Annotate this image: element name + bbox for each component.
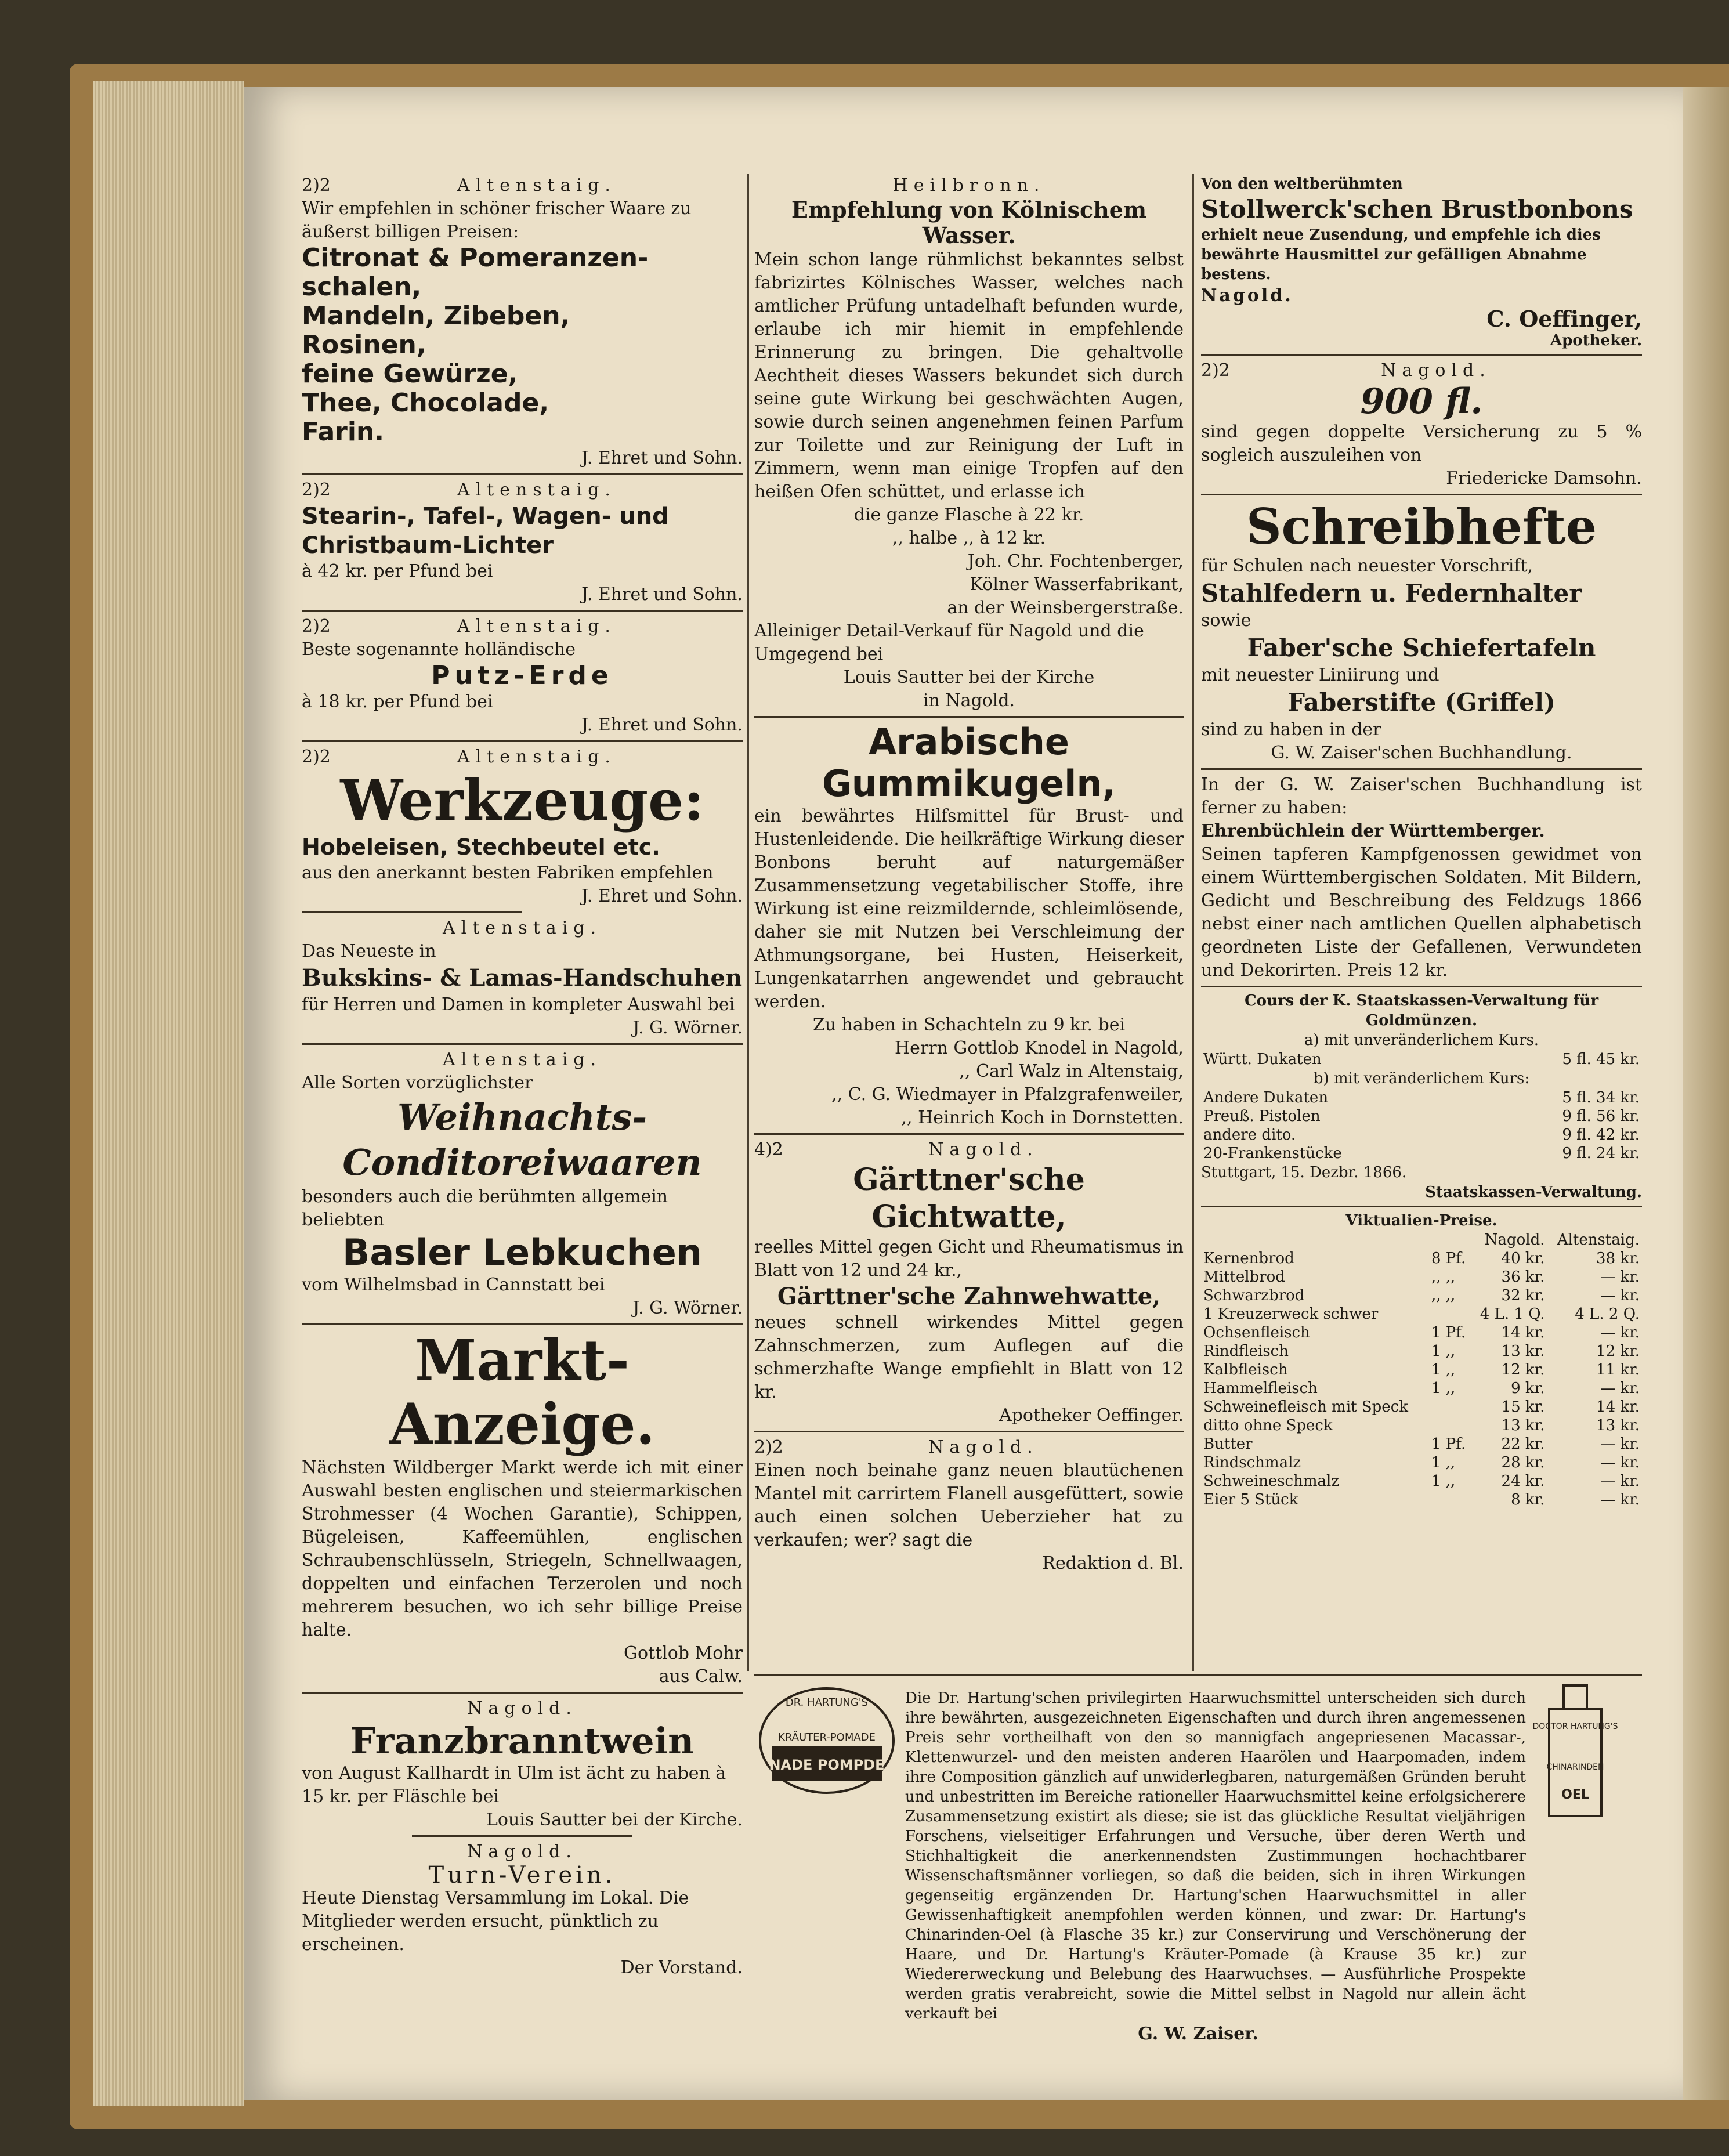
ad-ehret-2: 2)2 Altenstaig. Stearin-, Tafel-, Wagen- und Christbaum-Lichter à 42 kr. per Pfund bei J. Ehret und Sohn.	[302, 480, 743, 605]
cours-table-b: Andere Dukaten 5 fl. 34 kr. Preuß. Pistolen 9 fl. 56 kr. andere dito. 9 fl. 42 kr. 20-Frankenstücke 9 fl. 24 kr.	[1203, 1089, 1640, 1162]
table-row: Rindschmalz 1 ,, 28 kr. — kr.	[1203, 1454, 1640, 1471]
seller: Herrn Gottlob Knodel in Nagold,	[894, 1038, 1184, 1058]
ad-franzbranntwein: Nagold. Franzbranntwein von August Kallhardt in Ulm ist ächt zu haben à 15 kr. per Fläschle bei Louis Sautter bei der Kirche.	[302, 1698, 743, 1830]
right-page-edge	[1683, 87, 1729, 2100]
table-row: Kalbfleisch 1 ,, 12 kr. 11 kr.	[1203, 1361, 1640, 1379]
table-row: Schweinefleisch mit Speck 15 kr. 14 kr.	[1203, 1398, 1640, 1416]
table-row: Kernenbrod 8 Pf. 40 kr. 38 kr.	[1203, 1250, 1640, 1267]
table-row: Hammelfleisch 1 ,, 9 kr. — kr.	[1203, 1380, 1640, 1397]
ad-gichtwatte: 4)2 Nagold. Gärttner'sche Gichtwatte, reelles Mittel gegen Gicht und Rheumatismus in Blatt von 12 und 24 kr., Gärttner'sche Zahnwehwatte, neues schnell wirkendes Mittel gegen Zahnschmerzen, zum Auflegen auf die schmerzhafte Wange empfiehlt in Blatt von 12 kr. Apotheker Oeffinger.	[754, 1140, 1184, 1426]
ad-gummikugeln: Arabische Gummikugeln, ein bewährtes Hilfsmittel für Brust- und Hustenleidende. Die heilkräftige Wirkung dieser Bonbons beruht auf naturgemäßer Zusammensetzung vegetabilischer Stoffe, ihre Wirkung ist eine reizmildernde, schleimlösende, daher sie mit Nutzen bei Verschleimung der Athmungsorgane, bei Husten, Heiserkeit, Lungenkatarrhen angewendet und gebraucht werden. Zu haben in Schachteln zu 9 kr. bei Herrn Gottlob Knodel in Nagold, ,, Carl Walz in Altenstaig, ,, C. G. Wiedmayer in Pfalzgrafenweiler, ,, Heinrich Koch in Dornstetten.	[754, 721, 1184, 1130]
table-row: Ochsenfleisch 1 Pf. 14 kr. — kr.	[1203, 1324, 1640, 1341]
cours-goldmuenzen: Cours der K. Staatskassen-Verwaltung für Goldmünzen. a) mit unveränderlichem Kurs. Württ. Dukaten 5 fl. 45 kr. b) mit veränderlichem Kurs: Andere Dukaten 5 fl. 34 kr. Preuß. Pistolen 9 fl. 56 kr. andere dito. 9 fl. 42 kr. 20-Frankenstücke 9 fl. 24 kr. Stuttgart, 15. Dezbr. 1866. Staatskassen-Verwaltung.	[1201, 992, 1642, 1201]
seal-top-text: DR. HARTUNG'S	[785, 1696, 869, 1709]
table-row: Rindfleisch 1 ,, 13 kr. 12 kr.	[1203, 1343, 1640, 1360]
ad-ehret-1: 2)2 Altenstaig. Wir empfehlen in schöner frischer Waare zu äußerst billigen Preisen: Citronat & Pomeranzen-schalen, Mandeln, Zibeben, Rosinen, feine Gewürze, Thee, Chocolade, Farin. J. Ehret und Sohn.	[302, 175, 743, 468]
table-row: ditto ohne Speck 13 kr. 13 kr.	[1203, 1417, 1640, 1434]
ad-stollwerck: Von den weltberühmten Stollwerck'schen Brustbonbons erhielt neue Zusendung, und empfehle ich dies bewährte Hausmittel zur gefälligen Abnahme bestens. Nagold. C. Oeffinger, Apotheker.	[1201, 175, 1642, 349]
table-row: Eier 5 Stück 8 kr. — kr.	[1203, 1491, 1640, 1509]
ad-900fl: 2)2 Nagold. 900 fl. sind gegen doppelte Versicherung zu 5 % sogleich auszuleihen von Friedericke Damsohn.	[1201, 360, 1642, 489]
ad-mantel: 2)2 Nagold. Einen noch beinahe ganz neuen blautüchenen Mantel mit carrirtem Flanell ausgefüttert, sowie auch einen solchen Ueberzieher hat zu verkaufen; wer? sagt die Redaktion d. Bl.	[754, 1437, 1184, 1573]
ad-schreibhefte: Schreibhefte für Schulen nach neuester Vorschrift, Stahlfedern u. Federnhalter sowie Faber'sche Schiefertafeln mit neuester Liniirung und Faberstifte (Griffel) sind zu haben in der G. W. Zaiser'schen Buchhandlung.	[1201, 498, 1597, 763]
seal-bottom-text: NADE POMPDE	[769, 1757, 885, 1773]
table-row: Mittelbrod ,, ,, 36 kr. — kr.	[1203, 1268, 1640, 1286]
viktualien-preise: Viktualien-Preise. Nagold. Altenstaig. Kernenbrod 8 Pf. 40 kr. 38 kr. Mittelbrod ,, ,, 36 kr. — kr. Schwarzbrod ,, ,, 32 kr. — kr. 1 Kreuzerweck schwer 4 L. 1 Q. 4 L. 2 Q. Ochsenfleisch 1 Pf. 14 kr. — kr. Rindfleisch 1 ,, 13 kr. 12 kr. Kalbfleisch 1 ,, 12 kr. 11 kr. Hammelfleisch 1 ,, 9 kr. — kr. Schweinefleisch mit Speck 15 kr. 14 kr. ditto ohne Speck 13 kr. 13 kr. Butter 1 Pf. 22 kr. — kr. Rindschmalz 1 ,, 28 kr. — kr. Schweineschmalz 1 ,, 24 kr. — kr. Eier 5 Stück 8 kr. — kr.	[1201, 1211, 1642, 1509]
ad-weihnachts: Altenstaig. Alle Sorten vorzüglichster Weihnachts- Conditoreiwaaren besonders auch die berühmten allgemein beliebten Basler Lebkuchen vom Wilhelmsbad in Cannstatt bei J. G. Wörner.	[302, 1050, 743, 1318]
column-2	[754, 174, 1184, 1575]
ad-turnverein: Nagold. Turn-Verein. Heute Dienstag Versammlung im Lokal. Die Mitglieder werden ersucht, pünktlich zu erscheinen. Der Vorstand.	[302, 1842, 743, 1978]
seller: ,, C. G. Wiedmayer in Pfalzgrafenweiler,	[831, 1084, 1184, 1105]
item: Farin.	[302, 417, 384, 447]
column-1	[302, 174, 743, 1980]
ad-werkzeuge: 2)2 Altenstaig. Werkzeuge: Hobeleisen, Stechbeutel etc. aus den anerkannt besten Fabriken empfehlen J. Ehret und Sohn.	[302, 747, 743, 906]
item: Mandeln, Zibeben,	[302, 301, 570, 331]
seller: ,, Carl Walz in Altenstaig,	[959, 1061, 1184, 1081]
ad-ehret-3: 2)2 Altenstaig. Beste sogenannte holländische Putz-Erde à 18 kr. per Pfund bei J. Ehret und Sohn.	[302, 616, 743, 735]
bottle-bottom-text: OEL	[1561, 1788, 1589, 1802]
item: feine Gewürze,	[302, 359, 518, 389]
ad-koelnisch: Heilbronn. Empfehlung von Kölnischem Wasser. Mein schon lange rühmlichst bekanntes selbst fabrizirtes Kölnisches Wasser, welches nach amtlicher Prüfung untadelhaft befunden wurde, erlaube ich mir hiemit in empfehlende Erinnerung zu bringen. Die gehaltvolle Aechtheit dieses Wassers bekundet sich durch seine gute Wirkung bei geschwächten Augen, sowie durch seinen angenehmen feinen Parfum zur Toilette und zur Reinigung der Luft in Zimmern, wenn man einige Tropfen auf den heißen Ofen schüttet, und erlasse ich die ganze Flasche à 22 kr. ,, halbe ,, à 12 kr. Joh. Chr. Fochtenberger, Kölner Wasserfabrikant, an der Weinsbergerstraße. Alleiniger Detail-Verkauf für Nagold und die Umgegend bei Louis Sautter bei der Kirche in Nagold.	[754, 175, 1184, 711]
ad-ehrenbuechlein: In der G. W. Zaiser'schen Buchhandlung ist ferner zu haben: Ehrenbüchlein der Württemberger. Seinen tapferen Kampfgenossen gewidmet von einem Württembergischen Soldaten. Mit Bildern, Gedicht und Beschreibung des Feldzugs 1866 nebst einer nach amtlichen Quellen alphabetisch geordneten Liste der Gefallenen, Verwundeten und Dekorirten. Preis 12 kr.	[1201, 775, 1642, 981]
ad-handschuhe: Altenstaig. Das Neueste in Bukskins- & Lamas-Handschuhen für Herren und Damen in kompleter Auswahl bei J. G. Wörner.	[302, 918, 743, 1038]
seller: ,, Heinrich Koch in Dornstetten.	[901, 1108, 1184, 1128]
item: Rosinen,	[302, 330, 426, 360]
table-row: Butter 1 Pf. 22 kr. — kr.	[1203, 1435, 1640, 1453]
table-row: Schwarzbrod ,, ,, 32 kr. — kr.	[1203, 1287, 1640, 1304]
seal-mid-text: KRÄUTER-POMADE	[778, 1731, 876, 1743]
ad-hartung: Die Dr. Hartung'schen privilegirten Haarwuchsmittel unterscheiden sich durch ihre bewährten, ausgezeichneten Eigenschaften und durch ihren angemessenen Preis sehr vortheilhaft von den so mannigfach angepriesenen Macassar-, Klettenwurzel- und den meisten anderen Haarölen und Haarpomaden, indem ihre Composition gänzlich auf unwiderlegbaren, naturgemäßen Gründen beruht und unbestritten im Bereiche rationeller Haarwuchsmittel keine erfolgsicherere Zusammensetzung existirt als diese; sie ist das glückliche Resultat vieljährigen Forschens, vielseitiger Erfahrungen und Versuche, über deren Werth und Stichhaltigkeit die anerkennendsten Zustimmungen hochachtbarer Wissenschaftsmänner vorliegen, so daß die beiden, sich in ihren Wirkungen gegenseitig ergänzenden Dr. Hartung'schen Haarwuchsmittel in aller Gewissenhaftigkeit anempfohlen werden können, und zwar: Dr. Hartung's Chinarinden-Oel (à Flasche 35 kr.) zur Conservirung und Verschönerung der Haare, und Dr. Hartung's Kräuter-Pomade (à Krause 35 kr.) zur Wiedererweckung und Belebung des Haarwuchses. — Ausführliche Prospekte werden gratis verabreicht, sowie die Mittel selbst in Nagold nur allein ächt verkauft bei G. W. Zaiser.	[905, 1690, 1526, 2044]
table-row: 1 Kreuzerweck schwer 4 L. 1 Q. 4 L. 2 Q.	[1203, 1305, 1640, 1323]
column-3	[1201, 174, 1642, 1509]
table-row: Schweineschmalz 1 ,, 24 kr. — kr.	[1203, 1473, 1640, 1490]
column-separator	[747, 174, 749, 1671]
bottle-top-text: DOCTOR HARTUNG'S	[1532, 1722, 1618, 1731]
column-separator	[1192, 174, 1194, 1671]
ad-markt: Markt-Anzeige. Nächsten Wildberger Markt werde ich mit einer Auswahl besten englischen und steiermarkischen Strohmesser (4 Wochen Garantie), Schippen, Bügeleisen, Kaffeemühlen, englischen Schraubenschlüsseln, Striegeln, Schnellwaagen, doppelten und einfachen Terzerolen und noch mehrerem besuchen, wo ich sehr billige Preise halte. Gottlob Mohr aus Calw.	[302, 1327, 743, 1687]
cours-table-a: Württ. Dukaten 5 fl. 45 kr.	[1203, 1051, 1640, 1068]
item: Thee, Chocolade,	[302, 388, 549, 418]
item: Citronat & Pomeranzen-schalen,	[302, 243, 649, 302]
bottle-mid-text: CHINARINDEN	[1546, 1763, 1604, 1772]
page-edges	[93, 81, 244, 2106]
prices-table: Nagold. Altenstaig. Kernenbrod 8 Pf. 40 kr. 38 kr. Mittelbrod ,, ,, 36 kr. — kr. Schwarzbrod ,, ,, 32 kr. — kr. 1 Kreuzerweck schwer 4 L. 1 Q. 4 L. 2 Q. Ochsenfleisch 1 Pf. 14 kr. — kr. Rindfleisch 1 ,, 13 kr. 12 kr. Kalbfleisch 1 ,, 12 kr. 11 kr. Hammelfleisch 1 ,, 9 kr. — kr. Schweinefleisch mit Speck 15 kr. 14 kr. ditto ohne Speck 13 kr. 13 kr. Butter 1 Pf. 22 kr. — kr. Rindschmalz 1 ,, 28 kr. — kr. Schweineschmalz 1 ,, 24 kr. — kr. Eier 5 Stück 8 kr. — kr.	[1201, 1231, 1642, 1509]
